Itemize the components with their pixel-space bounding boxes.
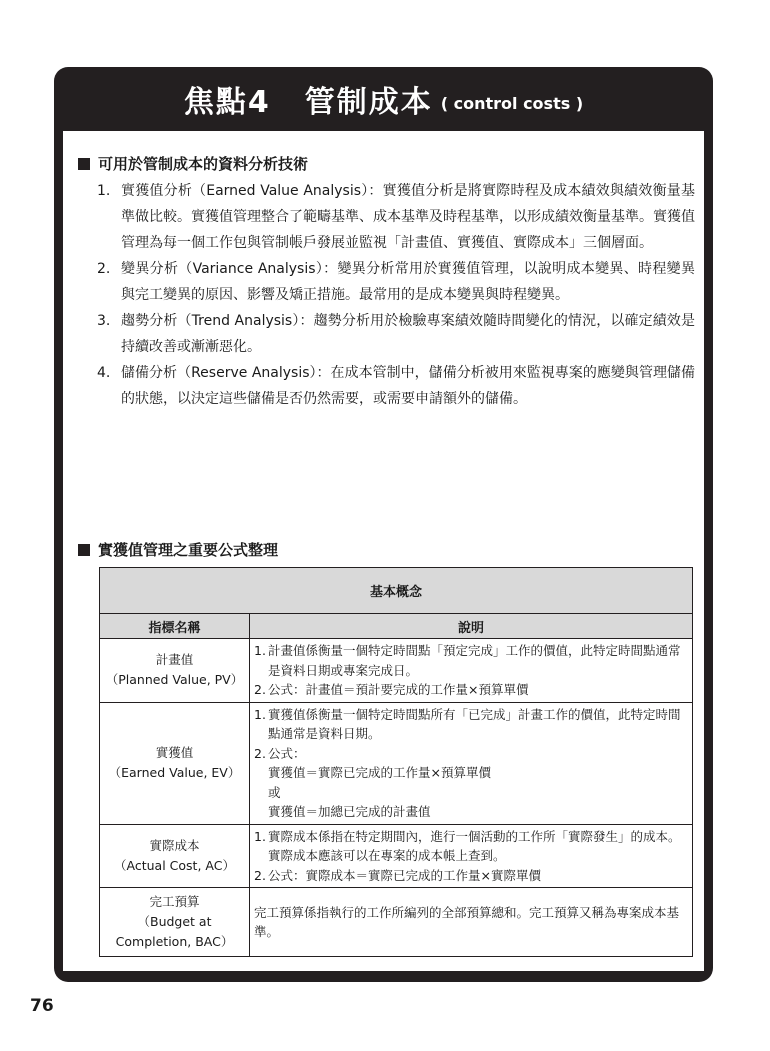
list-item: 2. 變異分析（Variance Analysis）：變異分析常用於實獲值管理，以說明成本變異、時程變異與完工變異的原因、影響及矯正措施。最常用的是成本變異與時程變異。 xyxy=(97,261,695,303)
page-subtitle: ( control costs ) xyxy=(440,93,584,113)
formula-table xyxy=(99,567,693,957)
page-number: 76 xyxy=(30,996,54,1016)
metric-description: 1. 計畫值係衡量一個特定時間點「預定完成」工作的價值，此特定時間點通常是資料日期或專案完成日。 2. 公式：計畫值＝預計要完成的工作量×預算單價 xyxy=(250,639,693,703)
column-header-name: 指標名稱 xyxy=(100,614,250,639)
section-heading-techniques: 可用於管制成本的資料分析技術 xyxy=(78,153,308,174)
list-item: 1. 實獲值分析（Earned Value Analysis）：實獲值分析是將實際時程及成本績效與績效衡量基準做比較。實獲值管理整合了範疇基準、成本基準及時程基準，以形成績效衡量基準。實獲值管理為每一個工作包與管制帳戶發展並監視「計畫值、實獲值、實際成本」三個層面。 xyxy=(97,183,695,251)
metric-description: 1. 實獲值係衡量一個特定時間點所有「已完成」計畫工作的價值，此特定時間點通常是資料日期。 2. 公式： 實獲值＝實際已完成的工作量×預算單價 或 實獲值＝加總已完成的計畫值 xyxy=(250,702,693,824)
technique-list xyxy=(97,178,695,412)
table-row xyxy=(100,639,693,703)
table-row xyxy=(100,888,693,957)
list-item: 3. 趨勢分析（Trend Analysis）：趨勢分析用於檢驗專案績效隨時間變化的情況，以確定績效是持續改善或漸漸惡化。 xyxy=(97,313,695,355)
focus-header xyxy=(54,67,713,131)
metric-name: 完工預算 （Budget at Completion, BAC） xyxy=(100,888,250,957)
content-panel xyxy=(63,131,704,971)
metric-name: 計畫值 （Planned Value, PV） xyxy=(100,639,250,703)
table-row xyxy=(100,702,693,824)
metric-description: 1. 實際成本係指在特定期間內，進行一個活動的工作所「實際發生」的成本。實際成本應該可以在專案的成本帳上查到。 2. 公式：實際成本＝實際已完成的工作量×實際單價 xyxy=(250,824,693,888)
column-header-description: 說明 xyxy=(250,614,693,639)
section-heading-formulas: 實獲值管理之重要公式整理 xyxy=(78,539,278,560)
table-row xyxy=(100,824,693,888)
metric-name: 實獲值 （Earned Value, EV） xyxy=(100,702,250,824)
focus-number: 焦點4 xyxy=(183,85,271,120)
metric-description: 完工預算係指執行的工作所編列的全部預算總和。完工預算又稱為專案成本基準。 xyxy=(250,888,693,957)
square-bullet-icon xyxy=(78,544,90,556)
table-caption: 基本概念 xyxy=(100,568,693,614)
content-frame xyxy=(54,67,713,982)
list-item: 4. 儲備分析（Reserve Analysis）：在成本管制中，儲備分析被用來監視專案的應變與管理儲備的狀態，以決定這些儲備是否仍然需要，或需要申請額外的儲備。 xyxy=(97,365,695,407)
square-bullet-icon xyxy=(78,158,90,170)
page-title: 管制成本 xyxy=(304,85,433,120)
metric-name: 實際成本 （Actual Cost, AC） xyxy=(100,824,250,888)
